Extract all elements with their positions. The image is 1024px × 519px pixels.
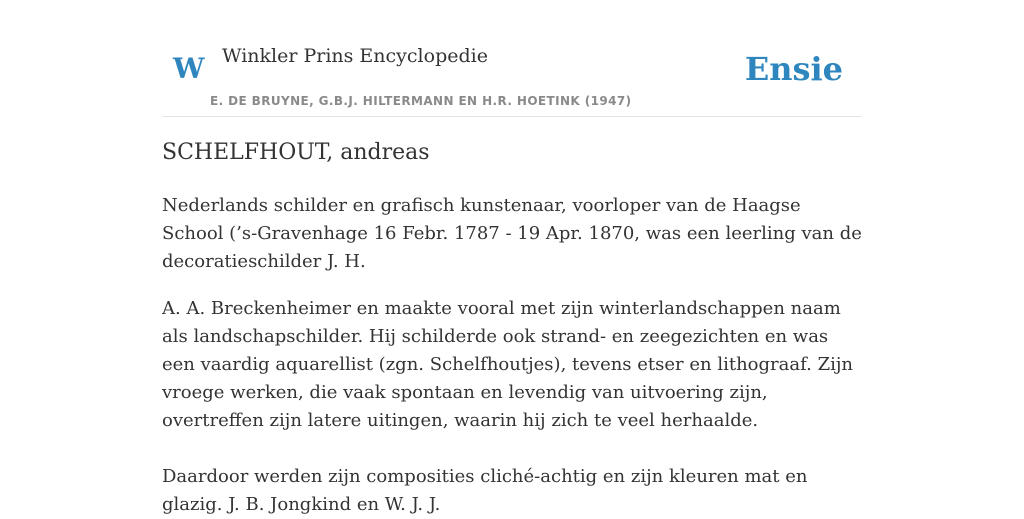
article-body [162,192,862,519]
article-paragraph: Nederlands schilder en grafisch kunstenaar, voorloper van de Haagse School (’s-Gravenhage 16 Febr. 1787 - 19 Apr. 1870, was een leerling van de decoratieschilder J. H. [162,195,862,272]
entry-title: SCHELFHOUT, andreas [162,140,430,165]
article-paragraph: A. A. Breckenheimer en maakte vooral met zijn winterlandschappen naam als landschapschilder. Hij schilderde ook strand- en zeegezichten en was een vaardig aquarellist (zgn. Schelfhoutjes), tevens etser en lithograaf. Zijn vroege werken, die vaak spontaan en levendig van uitvoering zijn, overtreffen zijn latere uitingen, waarin hij zich te veel herhaalde. [162,298,854,431]
ensie-logo[interactable]: Ensie [744,50,843,88]
site-header [162,0,862,117]
publication-title[interactable]: Winkler Prins Encyclopedie [222,45,488,67]
publication-authors: E. DE BRUYNE, G.B.J. HILTERMANN EN H.R. HOETINK (1947) [210,94,632,108]
winkler-prins-logo[interactable]: W [173,52,205,85]
article-paragraph: Daardoor werden zijn composities cliché-achtig en zijn kleuren mat en glazig. J. B. Jongkind en W. J. J. [162,466,808,515]
